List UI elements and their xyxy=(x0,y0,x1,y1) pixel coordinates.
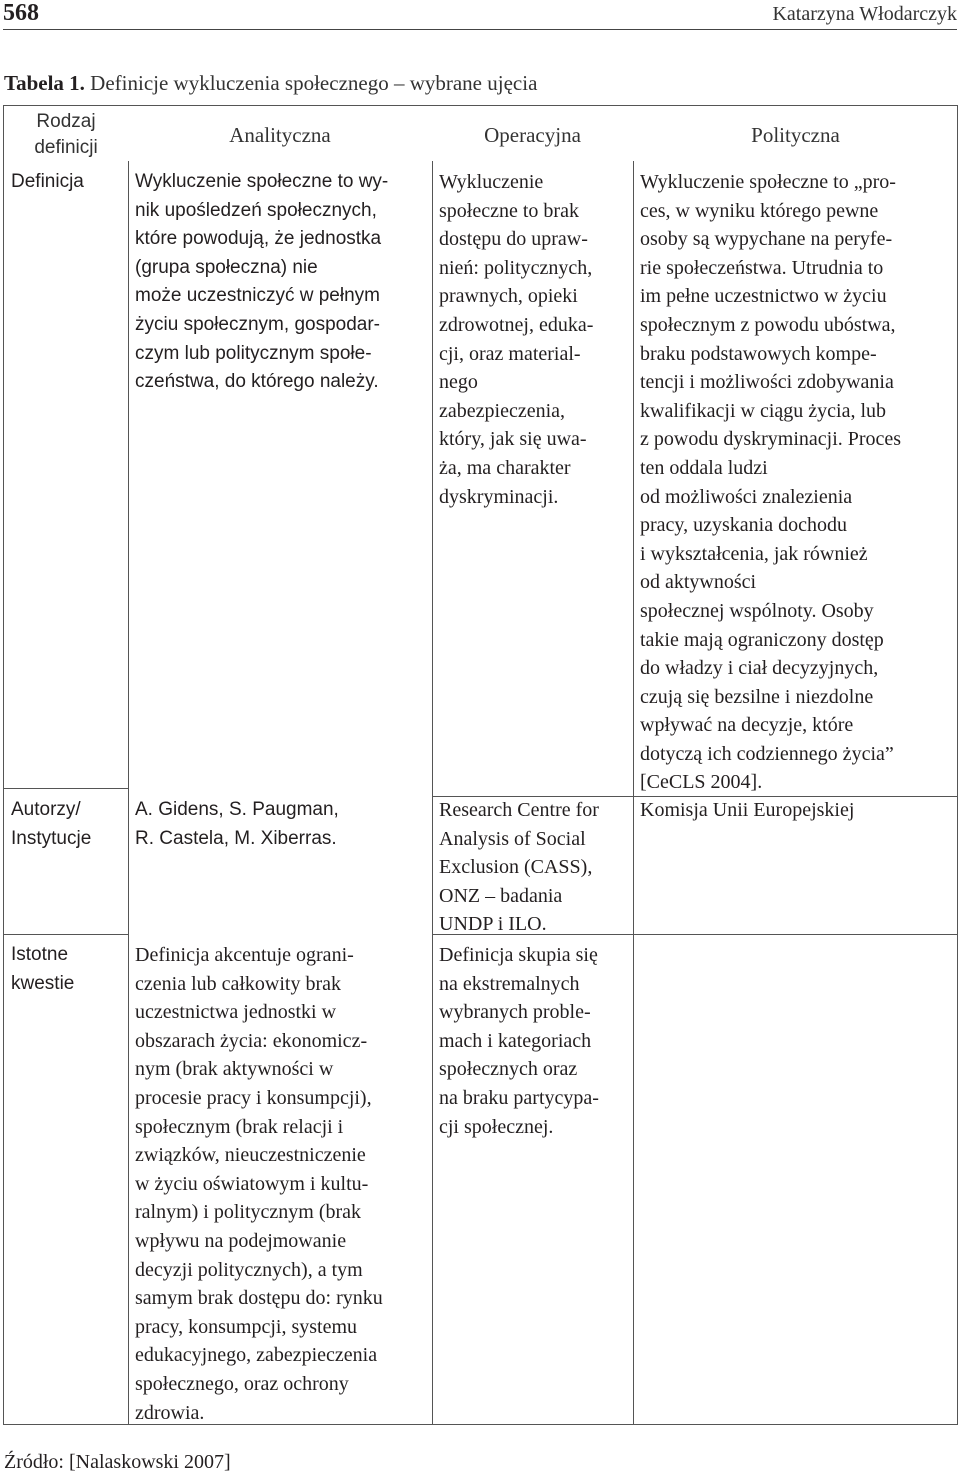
definitions-table xyxy=(3,105,958,1425)
page-header xyxy=(0,0,960,30)
row-border xyxy=(4,934,128,935)
column-header-operacyjna: Operacyjna xyxy=(484,123,581,147)
row-label-istotne-kwestie: Istotne kwestie xyxy=(11,944,75,994)
column-header-polityczna: Polityczna xyxy=(751,123,840,147)
table-caption-label: Tabela 1. xyxy=(4,71,85,95)
table-caption xyxy=(4,70,537,96)
row-label-autorzy: Autorzy/ Instytucje xyxy=(11,799,92,849)
cell-autorzy-polityczna: Komisja Unii Europejskiej xyxy=(640,799,855,821)
table-caption-title: Definicje wykluczenia społecznego – wybrane ujęcia xyxy=(90,71,538,95)
running-head-author: Katarzyna Włodarczyk xyxy=(772,3,957,25)
header-rule xyxy=(3,29,957,30)
cell-autorzy-operacyjna: Research Centre for Analysis of Social Exclusion (CASS), ONZ – badania UNDP i ILO. xyxy=(439,799,599,936)
cell-autorzy-analityczna: A. Gidens, S. Paugman, R. Castela, M. Xiberras. xyxy=(135,799,339,849)
cell-istotne-analityczna: Definicja akcentuje ograni- czenia lub całkowity brak uczestnictwa jednostki w obszarach życia: ekonomicz- nym (brak aktywności w procesie pracy i konsumpcji), społecznym (brak relacji i związków, nieuczestniczenie w życiu oświatowym i kultu- ralnym) i politycznym (brak wpływu na podejmowanie decyzji politycznych), a tym samym brak dostępu do: rynku pracy, konsumpcji, systemu edukacyjnego, zabezpieczenia społecznego, oraz ochrony zdrowia. xyxy=(135,944,383,1424)
cell-definicja-analityczna: Wykluczenie społeczne to wy- nik upośledzeń społecznych, które powodują, że jednostka (grupa społeczna) nie może uczestniczyć w pełnym życiu społecznym, gospodar- czym lub politycznym społe- czeństwa, do którego należy. xyxy=(135,171,389,393)
cell-definicja-polityczna: Wykluczenie społeczne to „pro- ces, w wyniku którego pewne osoby są wypychane na peryfe- rie społeczeństwa. Utrudnia to im pełne uczestnictwo w życiu społecznym z powodu ubóstwa, braku podstawowych kompe- tencji i możliwości zdobywania kwalifikacji w ciągu życia, lub z powodu dyskryminacji. Proces ten oddala ludzi od możliwości znalezienia pracy, uzyskania dochodu i wykształcenia, jak również od aktywności społecznej wspólnoty. Osoby takie mają ograniczony dostęp do władzy i ciał decyzyjnych, czują się bezsilne i niezdolne wpływać na decyzje, które dotyczą ich codziennego życia” [CeCLS 2004]. xyxy=(640,171,902,794)
column-border xyxy=(128,161,129,1424)
page-number: 568 xyxy=(3,0,39,26)
cell-definicja-operacyjna: Wykluczenie społeczne to brak dostępu do upraw- nień: politycznych, prawnych, opieki zdrowotnej, eduka- cji, oraz material- nego zabezpieczenia, który, jak się uwa- ża, ma charakter dyskryminacji. xyxy=(439,171,594,508)
cell-istotne-operacyjna: Definicja skupia się na ekstremalnych wybranych proble- mach i kategoriach społecznych oraz na braku partycypa- cji społecznej. xyxy=(439,944,599,1138)
row-label-definicja: Definicja xyxy=(11,171,84,192)
table-source: Źródło: [Nalaskowski 2007] xyxy=(4,1451,231,1473)
row-border xyxy=(4,788,128,789)
column-border xyxy=(432,161,433,1424)
column-border xyxy=(633,161,634,1424)
column-header-analityczna: Analityczna xyxy=(229,123,331,147)
corner-label: Rodzaj definicji xyxy=(34,111,98,158)
